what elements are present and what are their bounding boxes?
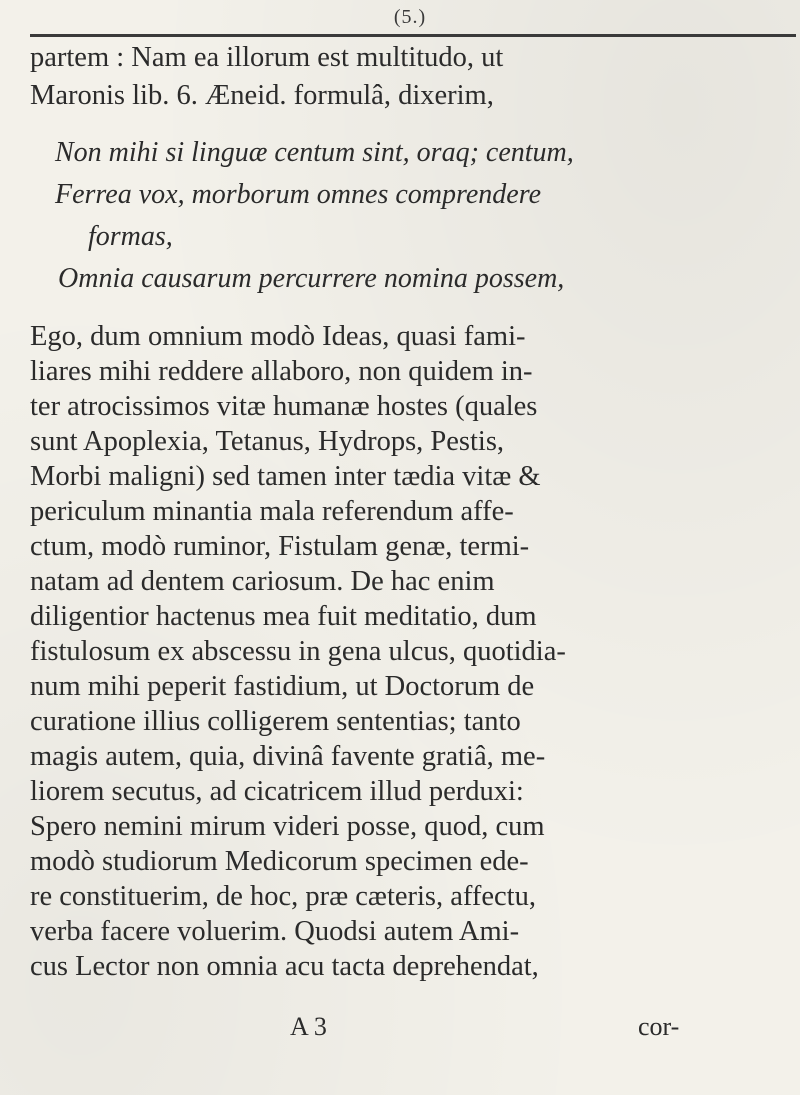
page-number: (5.) — [393, 6, 427, 28]
text-line: sunt Apoplexia, Tetanus, Hydrops, Pestis, — [30, 426, 505, 457]
verse-line: Ferrea vox, morborum omnes comprendere — [55, 179, 541, 210]
signature-mark: A 3 — [290, 1012, 327, 1041]
text-line: natam ad dentem cariosum. De hac enim — [30, 566, 495, 597]
verse-line: Omnia causarum percurrere nomina possem, — [58, 263, 565, 294]
text-line: partem : Nam ea illorum est multitudo, ut — [30, 42, 504, 73]
text-line: verba facere voluerim. Quodsi autem Ami- — [30, 916, 520, 947]
text-line: liares mihi reddere allaboro, non quidem in- — [30, 356, 533, 387]
catchword: cor- — [638, 1012, 680, 1041]
text-line: liorem secutus, ad cicatricem illud perduxi: — [30, 776, 524, 807]
text-line: curatione illius colligerem sententias; tanto — [30, 706, 521, 737]
text-line: re constituerim, de hoc, præ cæteris, affectu, — [30, 881, 536, 912]
text-line: fistulosum ex abscessu in gena ulcus, quotidia- — [30, 636, 566, 667]
text-line: Ego, dum omnium modò Ideas, quasi fami- — [30, 321, 526, 352]
header-rule — [30, 34, 796, 37]
text-line: ter atrocissimos vitæ humanæ hostes (quales — [30, 391, 538, 422]
text-line: Spero nemini mirum videri posse, quod, cum — [30, 811, 545, 842]
text-line: diligentior hactenus mea fuit meditatio, dum — [30, 601, 537, 632]
text-line: periculum minantia mala referendum affe- — [30, 496, 514, 527]
verse-line: formas, — [88, 221, 173, 252]
text-line: ctum, modò ruminor, Fistulam genæ, termi- — [30, 531, 530, 562]
text-line: Morbi maligni) sed tamen inter tædia vitæ & — [30, 461, 541, 492]
text-line: Maronis lib. 6. Æneid. formulâ, dixerim, — [30, 80, 494, 111]
text-line: num mihi peperit fastidium, ut Doctorum de — [30, 671, 535, 702]
text-line: cus Lector non omnia acu tacta deprehendat, — [30, 951, 539, 982]
verse-line: Non mihi si linguæ centum sint, oraq; centum, — [55, 137, 574, 168]
text-line: modò studiorum Medicorum specimen ede- — [30, 846, 529, 877]
text-line: magis autem, quia, divinâ favente gratiâ, me- — [30, 741, 546, 772]
